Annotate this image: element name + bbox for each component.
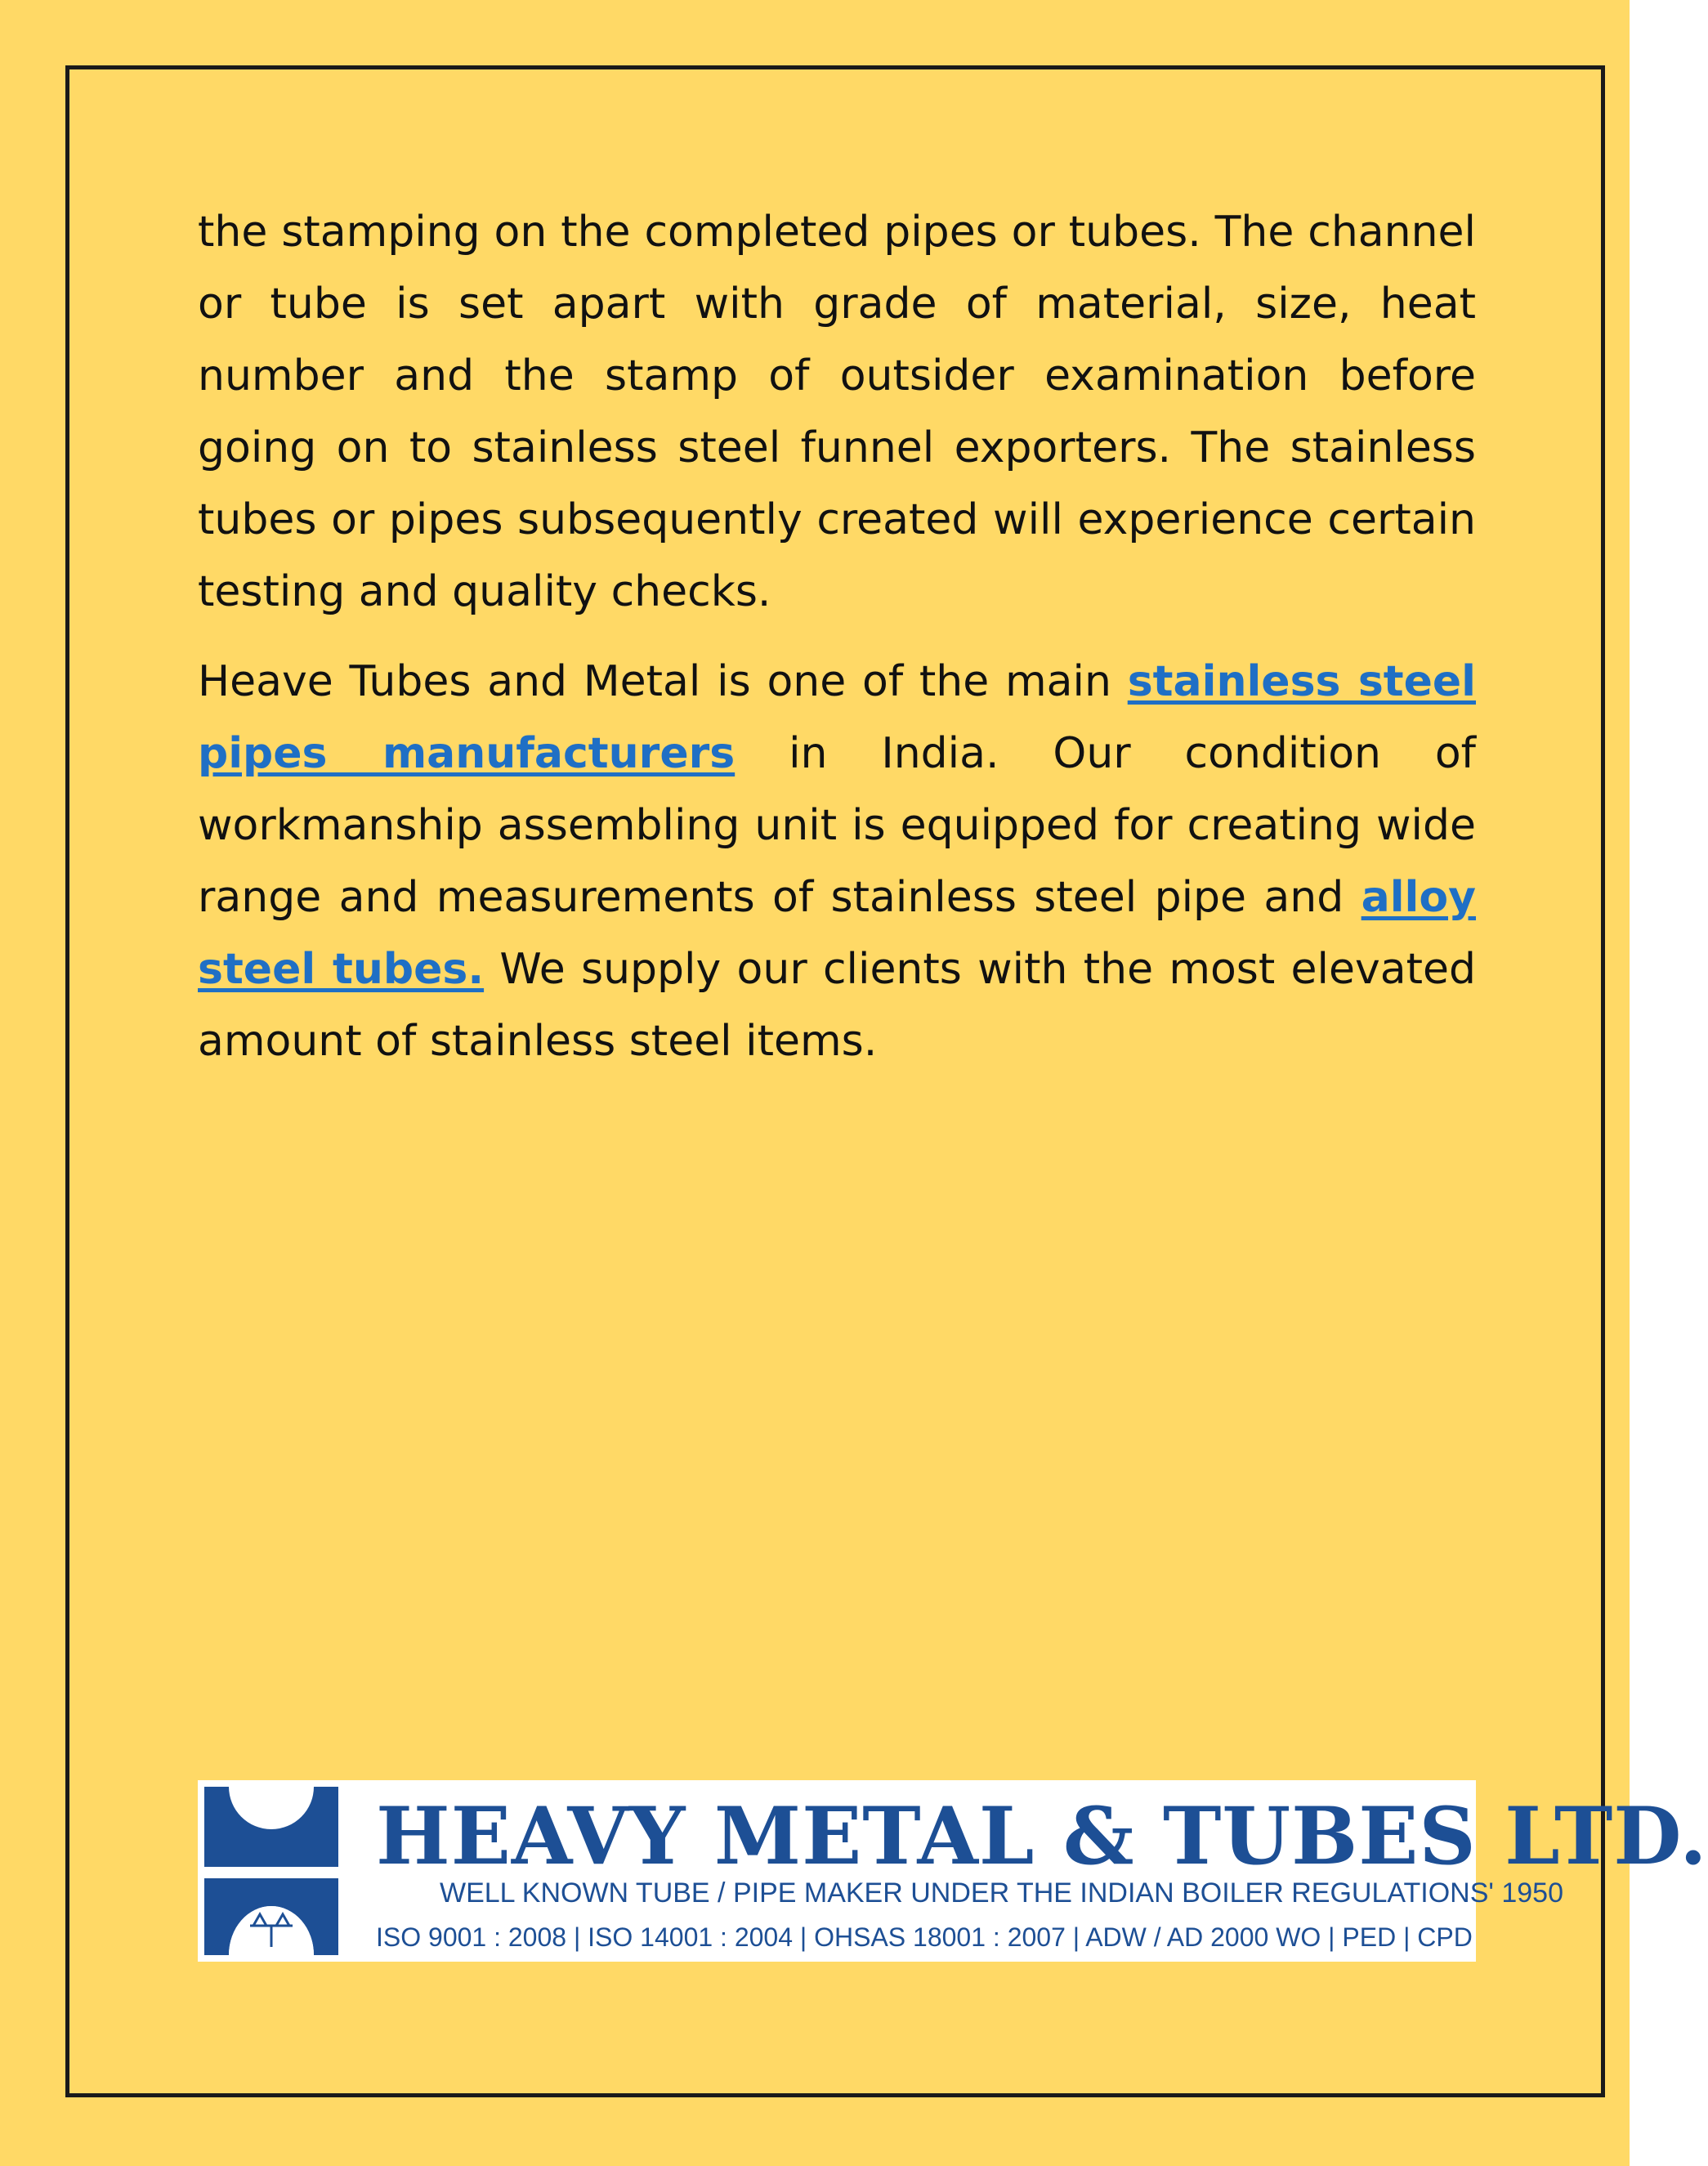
paragraph-2-text-c: We supply our clients with the most elevated amount of stainless steel items. — [198, 945, 1477, 1066]
company-logo-icon — [204, 1787, 338, 1955]
paragraph-2-text-a: Heave Tubes and Metal is one of the main — [198, 657, 1128, 706]
body-text — [198, 196, 1476, 1077]
alloy-steel-tubes-link[interactable]: alloy steel tubes. — [198, 873, 1476, 994]
paragraph-2 — [198, 646, 1476, 1077]
paragraph-1: the stamping on the completed pipes or tubes. The channel or tube is set apart with grade of material, size, heat number and the stamp of outsider examination before going on to stainless steel funnel exporters. The stainless tubes or pipes subsequently created will experience certain testing and quality checks. — [198, 208, 1476, 616]
logo-title: HEAVY METAL & TUBES LTD. — [376, 1790, 1708, 1882]
stainless-steel-pipes-link[interactable]: stainless steel pipes manufacturers — [198, 657, 1476, 778]
company-logo-banner — [198, 1780, 1708, 1962]
paragraph-2-text-b: in India. Our condition of workmanship assembling unit is equipped for creating wide range and measurements of stainless steel pipe and — [198, 729, 1476, 922]
logo-subtitle: WELL KNOWN TUBE / PIPE MAKER UNDER THE INDIAN BOILER REGULATIONS' 1950 — [440, 1877, 1563, 1909]
logo-certifications: ISO 9001 : 2008 | ISO 14001 : 2004 | OHSAS 18001 : 2007 | ADW / AD 2000 WO | PED | CPD — [376, 1922, 1473, 1952]
